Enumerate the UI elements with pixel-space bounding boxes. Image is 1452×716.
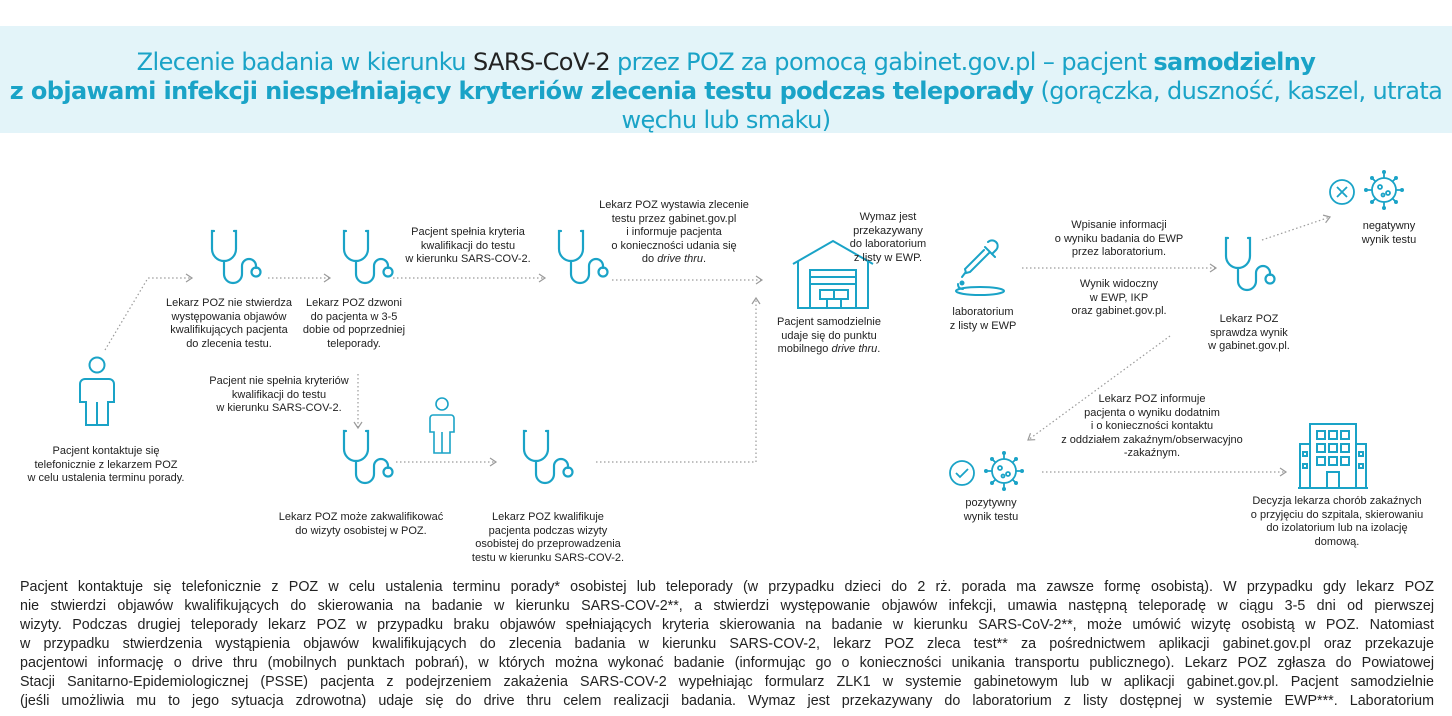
person-icon	[76, 355, 118, 427]
virus-positive-icon	[946, 449, 1034, 497]
stethoscope-icon	[208, 228, 266, 290]
label-patient-start: Pacjent kontaktuje się telefonicznie z lekarzem POZ w celu ustalenia terminu porady.	[27, 445, 185, 484]
label-doctor-no-symptoms: Lekarz POZ nie stwierdza występowania objawów kwalifikujących pacjenta do zlecenia testu.	[166, 297, 292, 350]
label-doctor-may-qualify: Lekarz POZ może zakwalifikować do wizyty osobistej w POZ.	[278, 511, 444, 537]
label-result-visible: Wynik widoczny w EWP, IKP oraz gabinet.gov.pl.	[1071, 278, 1167, 317]
label-doctor-calls: Lekarz POZ dzwoni do pacjenta w 3-5 dobie od poprzedniej teleporady.	[302, 297, 406, 350]
hospital-icon	[1296, 420, 1370, 490]
label-doctor-orders: Lekarz POZ wystawia zlecenie testu przez gabinet.gov.pl i informuje pacjenta o konieczności udania się do drive thru.	[599, 199, 749, 265]
label-meets-criteria: Pacjent spełnia kryteria kwalifikacji do testu w kierunku SARS-COV-2.	[405, 226, 531, 265]
stethoscope-icon	[520, 428, 578, 490]
label-drive-thru: Pacjent samodzielnie udaje się do punktu mobilnego drive thru.	[777, 316, 881, 355]
virus-negative-icon	[1326, 168, 1414, 216]
pipette-icon	[952, 238, 1008, 298]
label-positive: pozytywny wynik testu	[963, 497, 1019, 523]
label-not-meets: Pacjent nie spełnia kryteriów kwalifikacji do testu w kierunku SARS-COV-2.	[209, 375, 349, 414]
label-entry-ewp: Wpisanie informacji o wyniku badania do EWP przez laboratorium.	[1054, 219, 1184, 258]
title-line-2: z objawami infekcji niespełniający kryteriów zlecenia testu podczas teleporady (gorączka, duszność, kaszel, utrata węchu lub smaku)	[9, 77, 1443, 134]
label-lab: laboratorium z listy w EWP	[949, 306, 1017, 332]
person-icon	[428, 396, 456, 456]
label-doctor-checks: Lekarz POZ sprawdza wynik w gabinet.gov.pl.	[1208, 313, 1290, 352]
label-swab-sent: Wymaz jest przekazywany do laboratorium z listy w EWP.	[849, 211, 927, 264]
arrow-qualify-to-drivethru	[596, 298, 756, 462]
label-doctor-qualifies: Lekarz POZ kwalifikuje pacjenta podczas wizyty osobistej do przeprowadzenia testu w kierunku SARS-COV-2.	[471, 511, 625, 564]
page-title	[0, 48, 1452, 135]
stethoscope-icon	[340, 228, 398, 290]
stethoscope-icon	[340, 428, 398, 490]
description-paragraph: Pacjent kontaktuje się telefonicznie z POZ w celu ustalenia terminu porady* osobistej lub teleporady (w przypadku dzieci do 2 rż. porada ma zawsze formę osobistą). W przypadku gdy lekarz POZ nie stwierdzi objawów kwalifikujących do skierowania na badanie w kierunku SARS-COV-2**, a stwierdzi występowanie objawów infekcji, umawia następną teleporadę w ciągu 3-5 dni od pierwszej wizyty. Podczas drugiej teleporady lekarz POZ w przypadku braku objawów spełniających kryteria skierowania na badanie w kierunku SARS-CoV-2**, może umówić wizytę osobistą w POZ. Natomiast w przypadku stwierdzenia wystąpienia objawów kwalifikujących do zlecenia badania w kierunku SARS-COV-2, lekarz POZ zleca test** za pośrednictwem aplikacji gabinet.gov.pl oraz przekazuje pacjentowi informację o drive thru (mobilnych punktach pobrań), w których można wykonać badanie (informując go o konieczności unikania transportu publicznego). Lekarz POZ zgłasza do Powiatowej Stacji Sanitarno-Epidemiologicznej (PSSE) pacjenta z podejrzeniem zakażenia SARS-COV-2 wypełniając formularz ZLK1 w systemie gabinetowym lub w aplikacji gabinet.gov.pl. Pacjent samodzielnie (jeśli umożliwia mu to jego sytuacja zdrowotna) udaje się do drive thru celem realizacji badania. Wymaz jest przekazywany do laboratorium z listy dostępnej w systemie EWP***. Laboratorium	[20, 579, 1434, 709]
title-line-1: Zlecenie badania w kierunku SARS-CoV-2 przez POZ za pomocą gabinet.gov.pl – pacjent samodzielny	[136, 48, 1316, 76]
label-decision: Decyzja lekarza chorób zakaźnych o przyjęciu do szpitala, skierowaniu do izolatorium lub na izolację domową.	[1250, 495, 1424, 548]
stethoscope-icon	[1222, 235, 1280, 297]
label-negative: negatywny wynik testu	[1361, 220, 1417, 246]
label-doctor-informs: Lekarz POZ informuje pacjenta o wyniku dodatnim i o konieczności kontaktu z oddziałem zakaźnym/obserwacyjno -zakaźnym.	[1061, 393, 1243, 459]
